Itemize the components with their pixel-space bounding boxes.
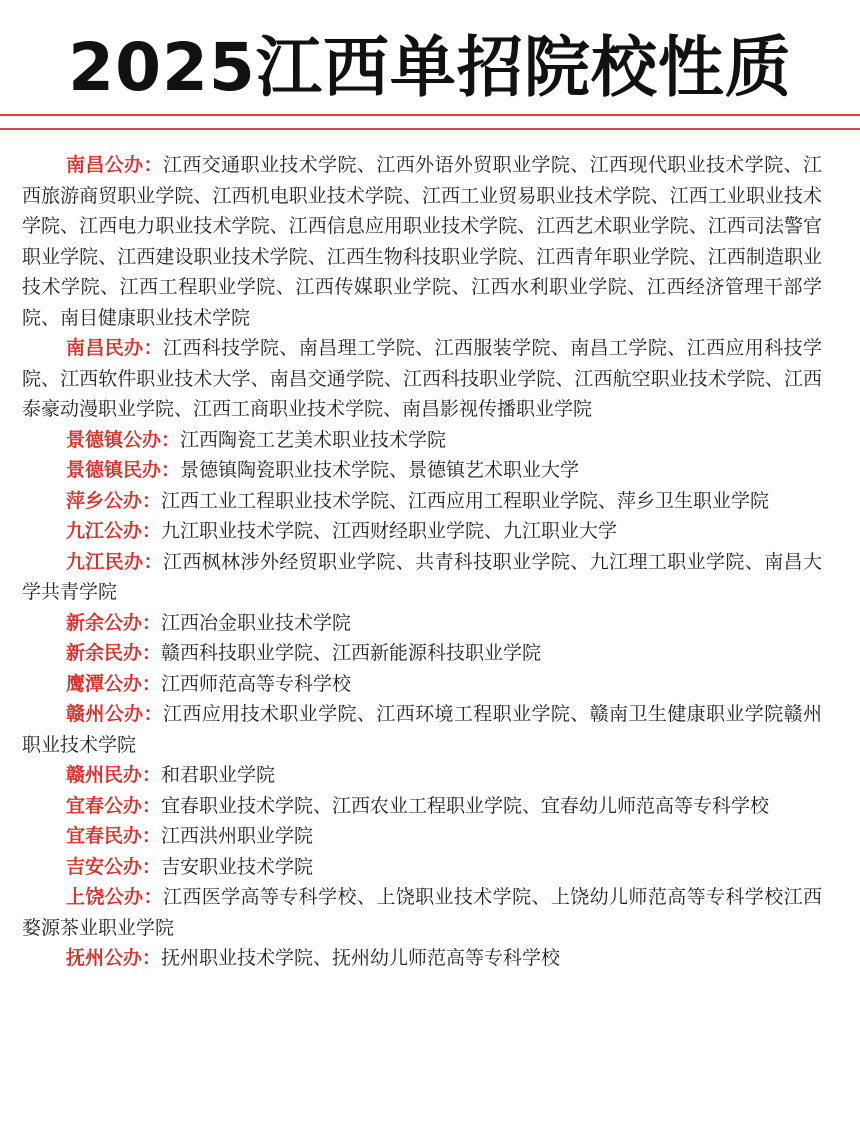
entry-nanchang-private [22,333,822,425]
entry-ganzhou-private [22,760,822,791]
entry-label: 九江公办： [66,520,162,542]
entry-label: 上饶公办： [66,886,163,908]
entry-text: 江西科技学院、南昌理工学院、江西服装学院、南昌工学院、江西应用科技学院、江西软件职业技术大学、南昌交通学院、江西科技职业学院、江西航空职业技术学院、江西泰豪动漫职业学院、江西工商职业技术学院、南昌影视传播职业学院 [22,337,822,420]
entry-text: 江西师范高等专科学校 [161,672,352,695]
entry-text: 江西陶瓷工艺美术职业技术学院 [180,428,447,451]
entry-label: 景德镇公办： [66,428,181,451]
school-list [22,150,822,974]
entry-label: 南昌民办： [66,337,163,359]
entry-label: 新余民办： [66,642,162,664]
entry-xinyu-private [22,638,822,669]
entry-label: 九江民办： [66,550,163,573]
title-divider-top [0,114,860,116]
page-title: 2025江西单招院校性质 [68,29,792,106]
entry-nanchang-public [22,150,822,333]
entry-xinyu-public [22,608,822,639]
entry-label: 赣州民办： [66,764,162,786]
entry-text: 宜春职业技术学院、江西农业工程职业学院、宜春幼儿师范高等专科学校 [161,794,770,817]
entry-text: 九江职业技术学院、江西财经职业学院、九江职业大学 [161,520,618,542]
entry-jian-public [22,852,822,883]
entry-shangrao-public [22,882,822,943]
entry-label: 南昌公办： [66,154,163,176]
entry-text: 和君职业学院 [161,764,276,786]
entry-text: 江西冶金职业技术学院 [161,611,352,634]
entry-pingxiang-public [22,486,822,517]
entry-label: 吉安公办： [66,855,162,878]
entry-fuzhou-public [22,943,822,974]
entry-text: 吉安职业技术学院 [161,855,314,878]
entry-label: 宜春公办： [66,794,162,817]
entry-text: 江西洪州职业学院 [161,825,314,847]
entry-yichun-public [22,791,822,822]
entry-jiujiang-public [22,516,822,547]
entry-label: 赣州公办： [66,703,163,725]
entry-text: 赣西科技职业学院、江西新能源科技职业学院 [161,642,542,664]
entry-jingdezhen-private [22,455,822,486]
entry-label: 萍乡公办： [66,489,162,512]
entry-text: 景德镇陶瓷职业技术学院、景德镇艺术职业大学 [180,459,580,481]
entry-text: 江西交通职业技术学院、江西外语外贸职业学院、江西现代职业技术学院、江西旅游商贸职业学院、江西机电职业技术学院、江西工业贸易职业技术学院、江西工业职业技术学院、江西电力职业技术学院、江西信息应用职业技术学院、江西艺术职业学院、江西司法警官职业学院、江西建设职业技术学院、江西生物科技职业学院、江西青年职业学院、江西制造职业技术学院、江西工程职业学院、江西传媒职业学院、江西水利职业学院、江西经济管理干部学院、南目健康职业技术学院 [22,154,822,329]
entry-yingtan-public [22,669,822,700]
entry-yichun-private [22,821,822,852]
entry-label: 景德镇民办： [66,459,181,481]
entry-jiujiang-private [22,547,822,608]
entry-label: 新余公办： [66,611,162,634]
entry-text: 江西枫林涉外经贸职业学院、共青科技职业学院、九江理工职业学院、南昌大学共青学院 [22,550,822,603]
entry-text: 江西工业工程职业技术学院、江西应用工程职业学院、萍乡卫生职业学院 [161,489,770,512]
entry-label: 宜春民办： [66,825,162,847]
title-divider-bottom [0,128,860,130]
entry-jingdezhen-public [22,425,822,456]
entry-ganzhou-public [22,699,822,760]
entry-text: 江西应用技术职业学院、江西环境工程职业学院、赣南卫生健康职业学院赣州职业技术学院 [22,703,822,756]
entry-label: 抚州公办： [66,947,162,969]
entry-text: 抚州职业技术学院、抚州幼儿师范高等专科学校 [161,947,561,969]
entry-label: 鹰潭公办： [66,672,162,695]
entry-text: 江西医学高等专科学校、上饶职业技术学院、上饶幼儿师范高等专科学校江西婺源茶业职业学院 [22,886,822,939]
